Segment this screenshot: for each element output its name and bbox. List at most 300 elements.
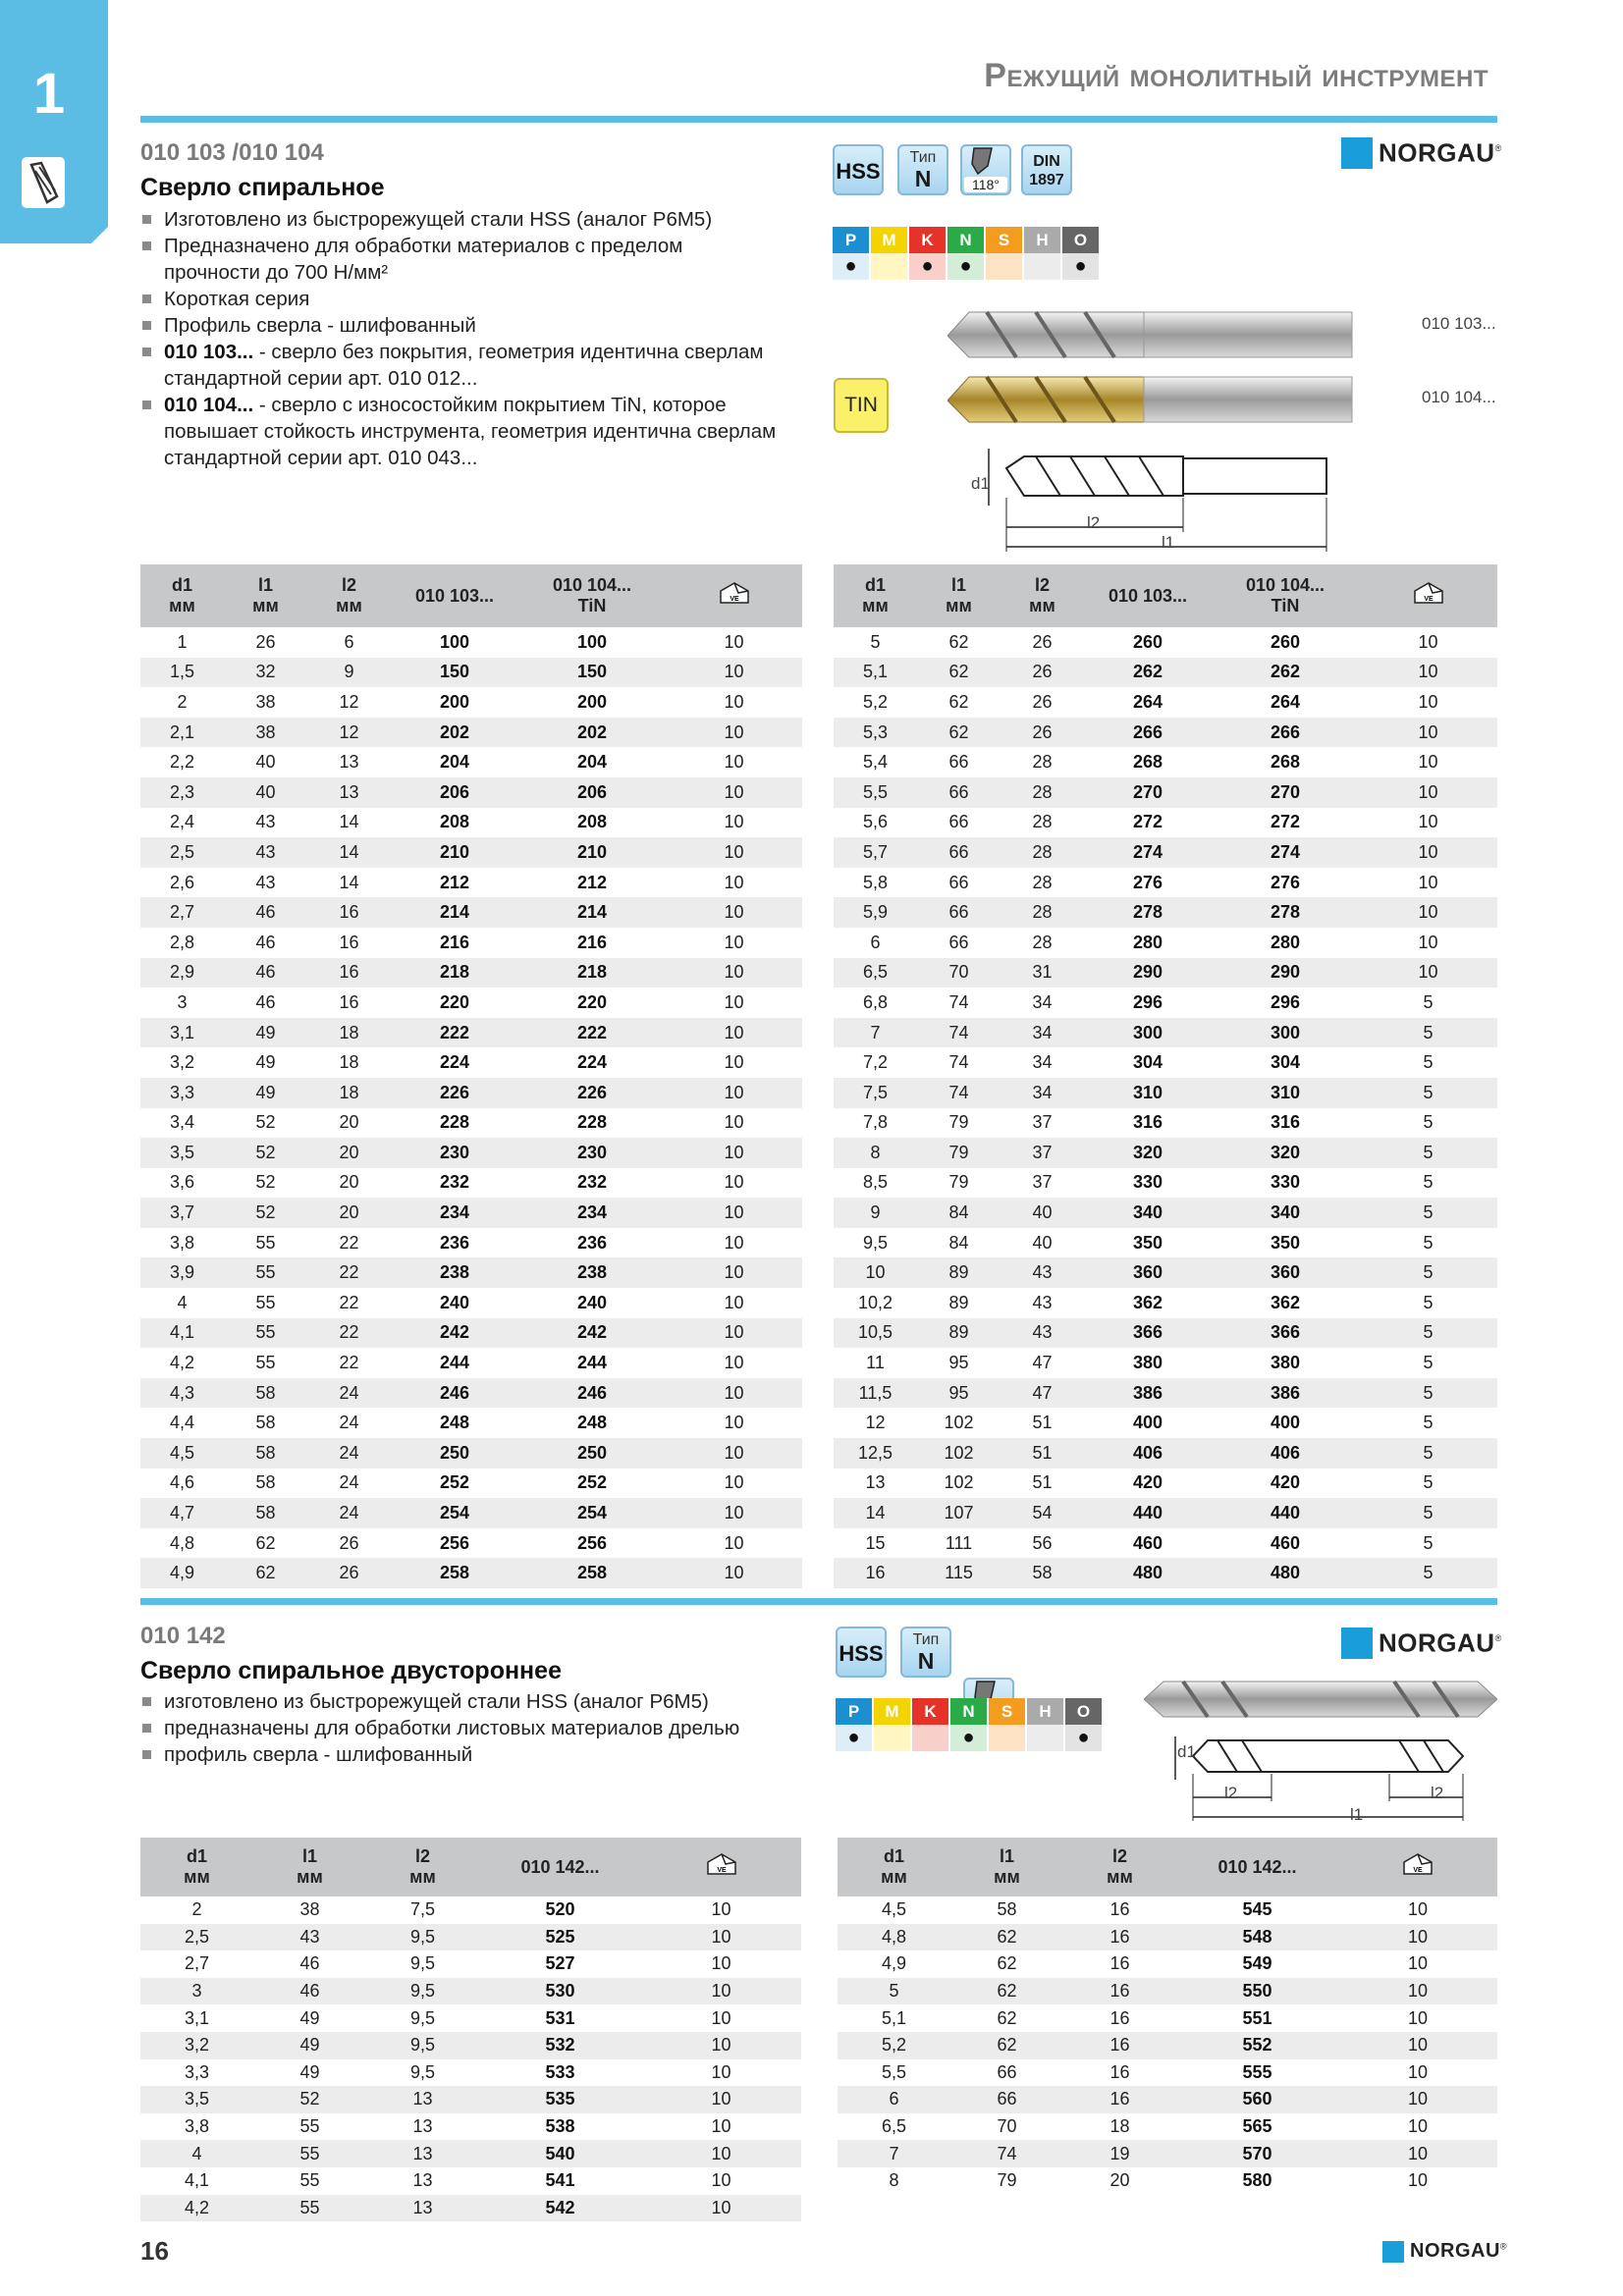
table-cell: 10 [724, 631, 744, 652]
table-cell: 3,2 [169, 1052, 195, 1073]
bullet-text: профиль сверла - шлифованный [164, 1743, 473, 1766]
table-row [140, 2086, 801, 2113]
table-cell: 10,2 [857, 1292, 893, 1312]
hss-badge: HSS [836, 1627, 887, 1678]
material-suitability-dot: ● [947, 253, 985, 280]
table-cell: 7,8 [862, 1112, 889, 1133]
table-cell: 400 [1132, 1413, 1163, 1433]
table-cell: 46 [224, 958, 307, 988]
table-cell: 256 [576, 1532, 608, 1553]
table-cell: 330 [1132, 1172, 1163, 1193]
column-header: d1 мм [834, 564, 917, 627]
column-header: l1 мм [224, 564, 307, 627]
table-cell: 248 [439, 1413, 470, 1433]
table-cell: 55 [299, 2170, 320, 2191]
material-suitability-dot [1023, 253, 1061, 280]
material-suitability-dot [988, 1725, 1026, 1751]
table-cell: 212 [439, 872, 470, 892]
table-cell: 55 [255, 1232, 276, 1253]
table-cell: 5 [1423, 1112, 1434, 1133]
table-cell: 10 [666, 1498, 802, 1528]
table-cell: 47 [1032, 1353, 1053, 1373]
table-cell: 62 [997, 2007, 1017, 2028]
table-row [140, 2140, 801, 2167]
table-cell: 2 [177, 691, 188, 712]
table-cell: 16 [307, 958, 391, 988]
table-cell: 4,6 [169, 1472, 195, 1493]
table-cell: 49 [253, 2032, 366, 2059]
table-cell: 542 [479, 2195, 641, 2222]
table-cell: 10 [666, 1257, 802, 1288]
table-cell: 266 [1212, 718, 1359, 748]
table-cell: 55 [255, 1292, 276, 1312]
double-drill-dimension-diagram [1163, 1733, 1497, 1831]
table-cell: 46 [224, 897, 307, 928]
table-row [838, 1896, 1497, 1924]
table-cell: 40 [224, 777, 307, 808]
column-header [1338, 1838, 1497, 1896]
table-cell: 440 [1212, 1498, 1359, 1528]
table-cell: 3,8 [169, 1232, 195, 1253]
table-cell: 66 [948, 752, 969, 773]
material-suitability-dot [873, 1725, 911, 1751]
table-row [838, 1950, 1497, 1978]
table-cell: 52 [255, 1112, 276, 1133]
table-cell: 62 [950, 1978, 1063, 2005]
table-cell: 28 [1001, 837, 1084, 868]
table-cell: 20 [307, 1138, 391, 1168]
table-cell: 8 [889, 2170, 899, 2191]
table-row [838, 1978, 1497, 2005]
table-row [140, 2113, 801, 2141]
table-cell: 2,5 [140, 1924, 253, 1951]
table-cell: 5,5 [834, 777, 917, 808]
bullet-item [140, 233, 779, 286]
table-cell: 2,3 [140, 777, 224, 808]
table-cell: 10 [1359, 658, 1497, 688]
material-group-p: P [833, 227, 870, 253]
table-cell: 10 [666, 777, 802, 808]
table-cell: 5 [1359, 1018, 1497, 1048]
table-cell: 58 [224, 1438, 307, 1468]
section-divider [140, 1598, 1497, 1605]
table-cell: 264 [1132, 691, 1163, 712]
table-cell: 7 [834, 1018, 917, 1048]
table-cell: 548 [1176, 1924, 1338, 1951]
table-row [140, 2195, 801, 2222]
table-cell: 2 [191, 1899, 202, 1920]
table-cell: 10 [1359, 837, 1497, 868]
table-row [834, 718, 1497, 748]
table-cell: 13 [865, 1472, 886, 1493]
table-cell: 6,5 [834, 958, 917, 988]
table-cell: 238 [391, 1257, 518, 1288]
table-cell: 246 [518, 1378, 666, 1409]
table-cell: 264 [1270, 691, 1301, 712]
table-row [834, 1138, 1497, 1168]
table-cell: 5 [1359, 1498, 1497, 1528]
table-row [834, 868, 1497, 898]
table-cell: 10 [666, 658, 802, 688]
material-suitability-dot: ● [908, 253, 947, 280]
table-cell: 5 [1423, 1292, 1434, 1312]
table-cell: 3,5 [140, 2086, 253, 2113]
table-row [140, 658, 802, 688]
table-cell: 224 [576, 1052, 608, 1073]
table-cell: 535 [479, 2086, 641, 2113]
table-cell: 55 [253, 2140, 366, 2167]
table-cell: 340 [1212, 1198, 1359, 1228]
table-cell: 360 [1212, 1257, 1359, 1288]
table-cell: 538 [545, 2116, 575, 2137]
table-cell: 58 [997, 1899, 1017, 1920]
table-cell: 10 [724, 1532, 744, 1553]
table-cell: 43 [224, 837, 307, 868]
table-cell: 14 [339, 872, 359, 892]
table-cell: 43 [1001, 1257, 1084, 1288]
table-cell: 532 [479, 2032, 641, 2059]
table-row [834, 1168, 1497, 1199]
table-cell: 10 [666, 1438, 802, 1468]
table-cell: 280 [1132, 932, 1163, 952]
table-cell: 10 [1418, 812, 1438, 832]
table-cell: 16 [1109, 1899, 1130, 1920]
table-cell: 5 [870, 631, 881, 652]
table-row [140, 687, 802, 718]
table-cell: 4,1 [184, 2170, 210, 2191]
table-cell: 55 [299, 2116, 320, 2137]
table-cell: 10 [1407, 1899, 1429, 1920]
table-cell: 10 [666, 958, 802, 988]
table-cell: 5,4 [862, 752, 889, 773]
table-row [140, 2004, 801, 2032]
tin-coating-badge: TIN [834, 378, 889, 433]
table-cell: 366 [1084, 1318, 1212, 1349]
table-cell: 256 [439, 1532, 470, 1553]
table-cell: 5,9 [834, 897, 917, 928]
table-cell: 4,5 [881, 1899, 907, 1920]
table-cell: 272 [1270, 812, 1301, 832]
bullet-item [140, 392, 779, 471]
table-cell: 9,5 [366, 2032, 479, 2059]
material-group-o: O [1061, 227, 1100, 253]
table-cell: 206 [518, 777, 666, 808]
table-cell: 5 [1359, 1138, 1497, 1168]
table-cell: 79 [948, 1112, 969, 1133]
table-cell: 226 [518, 1078, 666, 1108]
table-cell: 40 [1001, 1198, 1084, 1228]
section1-bullet-list [140, 206, 779, 471]
table-cell: 250 [391, 1438, 518, 1468]
table-cell: 107 [917, 1498, 1001, 1528]
table-cell: 66 [917, 777, 1001, 808]
table-cell: 26 [1032, 691, 1053, 712]
table-cell: 51 [1001, 1438, 1084, 1468]
table-cell: 52 [224, 1198, 307, 1228]
bullet-item [140, 286, 779, 312]
table-cell: 26 [255, 631, 276, 652]
table-cell: 3,9 [140, 1257, 224, 1288]
section1-table-left [140, 564, 802, 1588]
table-cell: 22 [339, 1353, 359, 1373]
table-cell: 5 [1359, 1438, 1497, 1468]
table-cell: 62 [917, 718, 1001, 748]
table-row [834, 1348, 1497, 1378]
table-cell: 49 [299, 2007, 320, 2028]
table-cell: 10 [711, 2170, 731, 2191]
diagram-label-l2: l2 [1431, 1784, 1444, 1802]
table-cell: 10 [724, 872, 744, 892]
table-cell: 304 [1270, 1052, 1301, 1073]
table-cell: 555 [1242, 2061, 1272, 2082]
table-cell: 12,5 [834, 1438, 917, 1468]
table-cell: 10 [641, 1978, 801, 2005]
table-cell: 10 [1338, 1978, 1497, 2005]
table-cell: 16 [307, 897, 391, 928]
table-cell: 14 [307, 837, 391, 868]
table-cell: 10 [1418, 631, 1438, 652]
table-row [834, 958, 1497, 988]
table-cell: 102 [944, 1413, 974, 1433]
table-cell: 66 [917, 837, 1001, 868]
table-cell: 208 [576, 812, 608, 832]
diagram-label-l2: l2 [1224, 1784, 1238, 1802]
table-cell: 51 [1032, 1413, 1053, 1433]
table-cell: 13 [366, 2140, 479, 2167]
table-row [834, 1468, 1497, 1499]
table-cell: 200 [576, 691, 608, 712]
table-cell: 242 [518, 1318, 666, 1349]
table-cell: 6 [838, 2086, 950, 2113]
table-cell: 4,2 [140, 2195, 253, 2222]
table-cell: 89 [948, 1292, 969, 1312]
table-cell: 58 [224, 1498, 307, 1528]
table-cell: 386 [1084, 1378, 1212, 1409]
table-cell: 10 [724, 1052, 744, 1073]
table-row [140, 1528, 802, 1559]
table-cell: 5 [1359, 1198, 1497, 1228]
table-cell: 5 [1423, 1052, 1434, 1073]
table-cell: 12 [339, 691, 359, 712]
table-cell: 274 [1212, 837, 1359, 868]
table-cell: 14 [339, 812, 359, 832]
table-cell: 226 [391, 1078, 518, 1108]
table-row [140, 1348, 802, 1378]
table-row [140, 1468, 802, 1499]
table-cell: 4,2 [169, 1353, 195, 1373]
table-cell: 34 [1032, 1052, 1053, 1073]
table-cell: 234 [391, 1198, 518, 1228]
table-row [834, 1047, 1497, 1078]
table-cell: 304 [1132, 1052, 1163, 1073]
table-cell: 9,5 [409, 1953, 436, 1974]
table-cell: 260 [1270, 631, 1301, 652]
table-cell: 22 [339, 1292, 359, 1312]
table-cell: 5 [1423, 1353, 1434, 1373]
table-row [838, 1924, 1497, 1951]
table-cell: 310 [1084, 1078, 1212, 1108]
table-cell: 272 [1132, 812, 1163, 832]
bullet-item [140, 312, 779, 339]
table-cell: 232 [576, 1172, 608, 1193]
footer-norgau-logo: NORGAU® [1382, 2240, 1507, 2263]
table-cell: 58 [255, 1472, 276, 1493]
table-cell: 5 [1423, 1172, 1434, 1193]
table-cell: 37 [1001, 1138, 1084, 1168]
svg-text:VE: VE [1413, 1866, 1423, 1874]
table-cell: 102 [944, 1472, 974, 1493]
table-cell: 66 [917, 897, 1001, 928]
svg-text:VE: VE [1423, 595, 1434, 603]
table-cell: 320 [1212, 1138, 1359, 1168]
table-cell: 34 [1001, 1018, 1084, 1048]
table-cell: 10 [1418, 872, 1438, 892]
section2-bullet-list [140, 1688, 828, 1768]
table-cell: 248 [576, 1413, 608, 1433]
material-group-n: N [947, 227, 985, 253]
table-cell: 84 [917, 1198, 1001, 1228]
table-cell: 102 [917, 1438, 1001, 1468]
table-cell: 9,5 [366, 1924, 479, 1951]
section2-table-right [838, 1838, 1497, 2195]
table-cell: 89 [917, 1318, 1001, 1349]
table-cell: 10 [711, 2116, 731, 2137]
table-cell: 10 [724, 752, 744, 773]
table-row [140, 1198, 802, 1228]
table-cell: 6,8 [862, 991, 889, 1012]
table-cell: 10 [711, 2061, 731, 2082]
table-row [140, 1168, 802, 1199]
table-row [140, 2167, 801, 2195]
table-cell: 74 [917, 1078, 1001, 1108]
table-cell: 200 [439, 691, 470, 712]
table-cell: 47 [1001, 1378, 1084, 1409]
table-cell: 230 [518, 1138, 666, 1168]
table-row [834, 1228, 1497, 1258]
table-cell: 26 [339, 1532, 359, 1553]
table-cell: 40 [255, 752, 276, 773]
table-cell: 580 [1242, 2170, 1272, 2191]
table-cell: 527 [545, 1953, 575, 1974]
table-cell: 74 [950, 2140, 1063, 2167]
table-cell: 290 [1212, 958, 1359, 988]
column-header [641, 1838, 801, 1896]
table-cell: 10,5 [834, 1318, 917, 1349]
table-cell: 2,1 [140, 718, 224, 748]
material-group-h: H [1026, 1698, 1064, 1725]
diagram-label-l1: l1 [1350, 1805, 1364, 1824]
table-cell: 290 [1084, 958, 1212, 988]
table-row [834, 1018, 1497, 1048]
table-cell: 5,1 [834, 658, 917, 688]
table-cell: 551 [1242, 2007, 1272, 2028]
type-badge: Тип N [900, 1627, 951, 1678]
table-row [834, 1528, 1497, 1559]
table-cell: 49 [224, 1018, 307, 1048]
table-cell: 38 [224, 718, 307, 748]
column-header: d1 мм [838, 1838, 950, 1896]
chapter-number: 1 [32, 62, 66, 126]
table-cell: 58 [255, 1413, 276, 1433]
table-cell: 43 [1032, 1292, 1053, 1312]
table-cell: 420 [1270, 1472, 1301, 1493]
table-cell: 56 [1032, 1532, 1053, 1553]
table-row [834, 1257, 1497, 1288]
table-cell: 28 [1032, 812, 1053, 832]
material-suitability-dot: ● [836, 1725, 873, 1751]
bullet-text: Короткая серия [164, 288, 310, 310]
section2-material-table [836, 1698, 1104, 1751]
table-cell: 5 [1423, 1232, 1434, 1253]
table-cell: 350 [1270, 1232, 1301, 1253]
table-cell: 550 [1176, 1978, 1338, 2005]
table-cell: 232 [439, 1172, 470, 1193]
table-cell: 268 [1132, 752, 1163, 773]
material-group-m: M [873, 1698, 911, 1725]
table-cell: 22 [339, 1232, 359, 1253]
table-row [838, 2113, 1497, 2141]
table-cell: 202 [391, 718, 518, 748]
table-cell: 43 [255, 812, 276, 832]
table-cell: 1 [177, 631, 188, 652]
table-cell: 278 [1084, 897, 1212, 928]
table-cell: 300 [1084, 1018, 1212, 1048]
table-cell: 228 [576, 1112, 608, 1133]
norgau-logo: NORGAU® [1341, 137, 1501, 169]
table-cell: 16 [1109, 2007, 1130, 2028]
table-row [140, 958, 802, 988]
table-cell: 10 [724, 1232, 744, 1253]
table-cell: 270 [1212, 777, 1359, 808]
table-cell: 278 [1212, 897, 1359, 928]
table-row [140, 837, 802, 868]
table-row [838, 2086, 1497, 2113]
table-cell: 5 [1359, 1257, 1497, 1288]
table-cell: 2,5 [140, 837, 224, 868]
table-cell: 10 [711, 2007, 731, 2028]
table-cell: 254 [518, 1498, 666, 1528]
table-cell: 62 [950, 2032, 1063, 2059]
diagram-label-l2: l2 [1087, 513, 1101, 532]
table-row [834, 747, 1497, 777]
table-row [834, 1318, 1497, 1349]
table-cell: 16 [1109, 1953, 1130, 1974]
table-cell: 13 [412, 2170, 433, 2191]
table-cell: 62 [255, 1532, 276, 1553]
table-row [140, 1228, 802, 1258]
table-cell: 24 [339, 1472, 359, 1493]
table-cell: 49 [299, 2061, 320, 2082]
table-cell: 208 [439, 812, 470, 832]
table-cell: 150 [391, 658, 518, 688]
diagram-label-l1: l1 [1162, 533, 1175, 552]
column-header: l1 мм [253, 1838, 366, 1896]
material-suitability-dot: ● [1064, 1725, 1103, 1751]
table-cell: 252 [576, 1472, 608, 1493]
column-header: l1 мм [917, 564, 1001, 627]
table-cell: 340 [1084, 1198, 1212, 1228]
table-cell: 49 [224, 1078, 307, 1108]
table-row [834, 1078, 1497, 1108]
column-header [666, 564, 802, 627]
table-cell: 79 [948, 1172, 969, 1193]
table-row [140, 1138, 802, 1168]
table-row [140, 1288, 802, 1318]
table-cell: 204 [439, 752, 470, 773]
table-cell: 13 [412, 2116, 433, 2137]
column-header: l2 мм [307, 564, 391, 627]
point-angle-badge: 118° [960, 144, 1011, 195]
